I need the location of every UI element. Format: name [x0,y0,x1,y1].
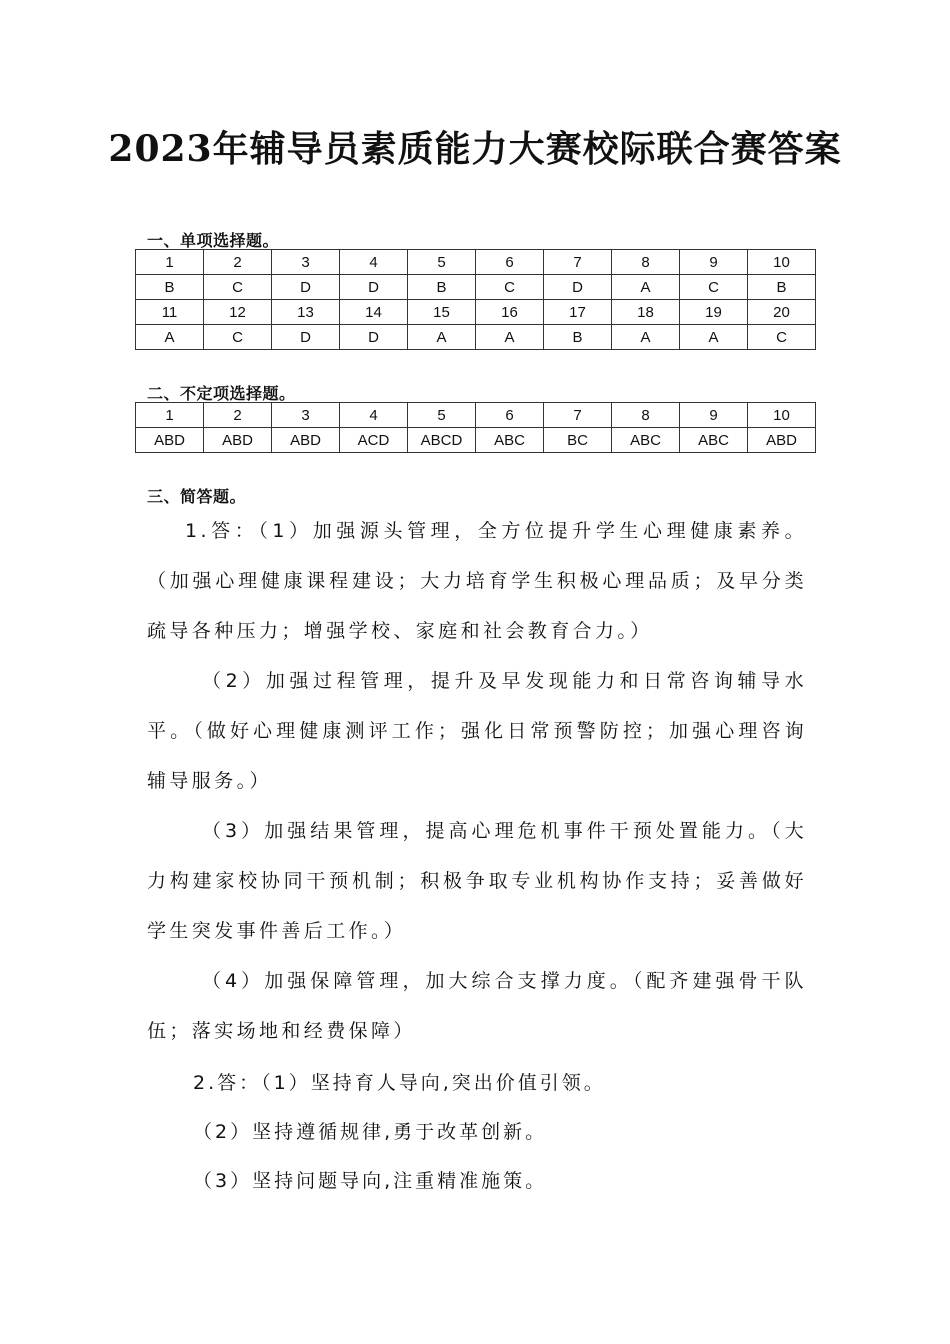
table-cell: 17 [544,300,612,325]
document-title: 2023年辅导员素质能力大赛校际联合赛答案 [108,128,842,170]
table-cell: ABD [748,428,816,453]
table-cell: 9 [680,403,748,428]
table-cell: 14 [340,300,408,325]
table-cell: C [476,275,544,300]
table-cell: D [272,275,340,300]
table-cell: ABD [136,428,204,453]
table-cell: C [748,325,816,350]
table-cell: 3 [272,250,340,275]
q1-answer-part3: （3）加强结果管理，提高心理危机事件干预处置能力。（大力构建家校协同干预机制；积极争取专业机构协作支持；妥善做好学生突发事件善后工作。） [147,820,807,942]
table-cell: A [680,325,748,350]
table-cell: 5 [408,250,476,275]
table-cell: ABD [272,428,340,453]
table-cell: 10 [748,403,816,428]
table-cell: C [204,325,272,350]
table-cell: 1 [136,250,204,275]
table-cell: 2 [204,403,272,428]
table-cell: B [408,275,476,300]
table-cell: 20 [748,300,816,325]
table-cell: D [272,325,340,350]
table-cell: 9 [680,250,748,275]
table-cell: A [136,325,204,350]
table-cell: 11 [136,300,204,325]
table-cell: 19 [680,300,748,325]
q2-answer-line2: （2）坚持遵循规律,勇于改革创新。 [193,1121,548,1143]
table-row [136,300,816,325]
table-cell: ABC [476,428,544,453]
table-cell: 18 [612,300,680,325]
table-cell: A [612,325,680,350]
table-cell: ABCD [408,428,476,453]
table-cell: 8 [612,250,680,275]
table-cell: 2 [204,250,272,275]
single-choice-answer-table [135,249,816,350]
section2-heading: 二、不定项选择题。 [147,384,296,403]
table-cell: ACD [340,428,408,453]
table-cell: 4 [340,403,408,428]
table-cell: ABC [612,428,680,453]
table-row [136,325,816,350]
table-cell: A [612,275,680,300]
table-cell: 3 [272,403,340,428]
q2-answer-line1: 2.答：（1）坚持育人导向,突出价值引领。 [193,1072,606,1094]
table-cell: C [204,275,272,300]
table-cell: B [748,275,816,300]
table-cell: ABD [204,428,272,453]
table-cell: 7 [544,403,612,428]
table-row [136,250,816,275]
table-cell: 15 [408,300,476,325]
table-cell: BC [544,428,612,453]
table-cell: 13 [272,300,340,325]
table-cell: 4 [340,250,408,275]
table-cell: D [340,275,408,300]
table-cell: 16 [476,300,544,325]
table-cell: B [544,325,612,350]
table-cell: 10 [748,250,816,275]
table-cell: ABC [680,428,748,453]
table-cell: D [340,325,408,350]
table-cell: D [544,275,612,300]
table-cell: 6 [476,403,544,428]
section1-heading: 一、单项选择题。 [147,231,280,250]
table-cell: 6 [476,250,544,275]
table-row [136,428,816,453]
table-cell: C [680,275,748,300]
table-cell: 5 [408,403,476,428]
table-cell: 8 [612,403,680,428]
table-row [136,275,816,300]
multi-choice-answer-table [135,402,816,453]
table-cell: 7 [544,250,612,275]
table-cell: 1 [136,403,204,428]
table-cell: A [408,325,476,350]
table-cell: A [476,325,544,350]
q2-answer-line3: （3）坚持问题导向,注重精准施策。 [193,1170,548,1192]
section3-heading: 三、简答题。 [147,487,247,506]
q1-answer-part1: 1.答：（1）加强源头管理，全方位提升学生心理健康素养。（加强心理健康课程建设；大力培育学生积极心理品质；及早分类疏导各种压力；增强学校、家庭和社会教育合力。） [147,520,807,642]
q1-answer-part4: （4）加强保障管理，加大综合支撑力度。（配齐建强骨干队伍；落实场地和经费保障） [147,970,807,1042]
table-row [136,403,816,428]
table-cell: 12 [204,300,272,325]
q1-answer-part2: （2）加强过程管理，提升及早发现能力和日常咨询辅导水平。（做好心理健康测评工作；强化日常预警防控；加强心理咨询辅导服务。） [147,670,807,792]
table-cell: B [136,275,204,300]
